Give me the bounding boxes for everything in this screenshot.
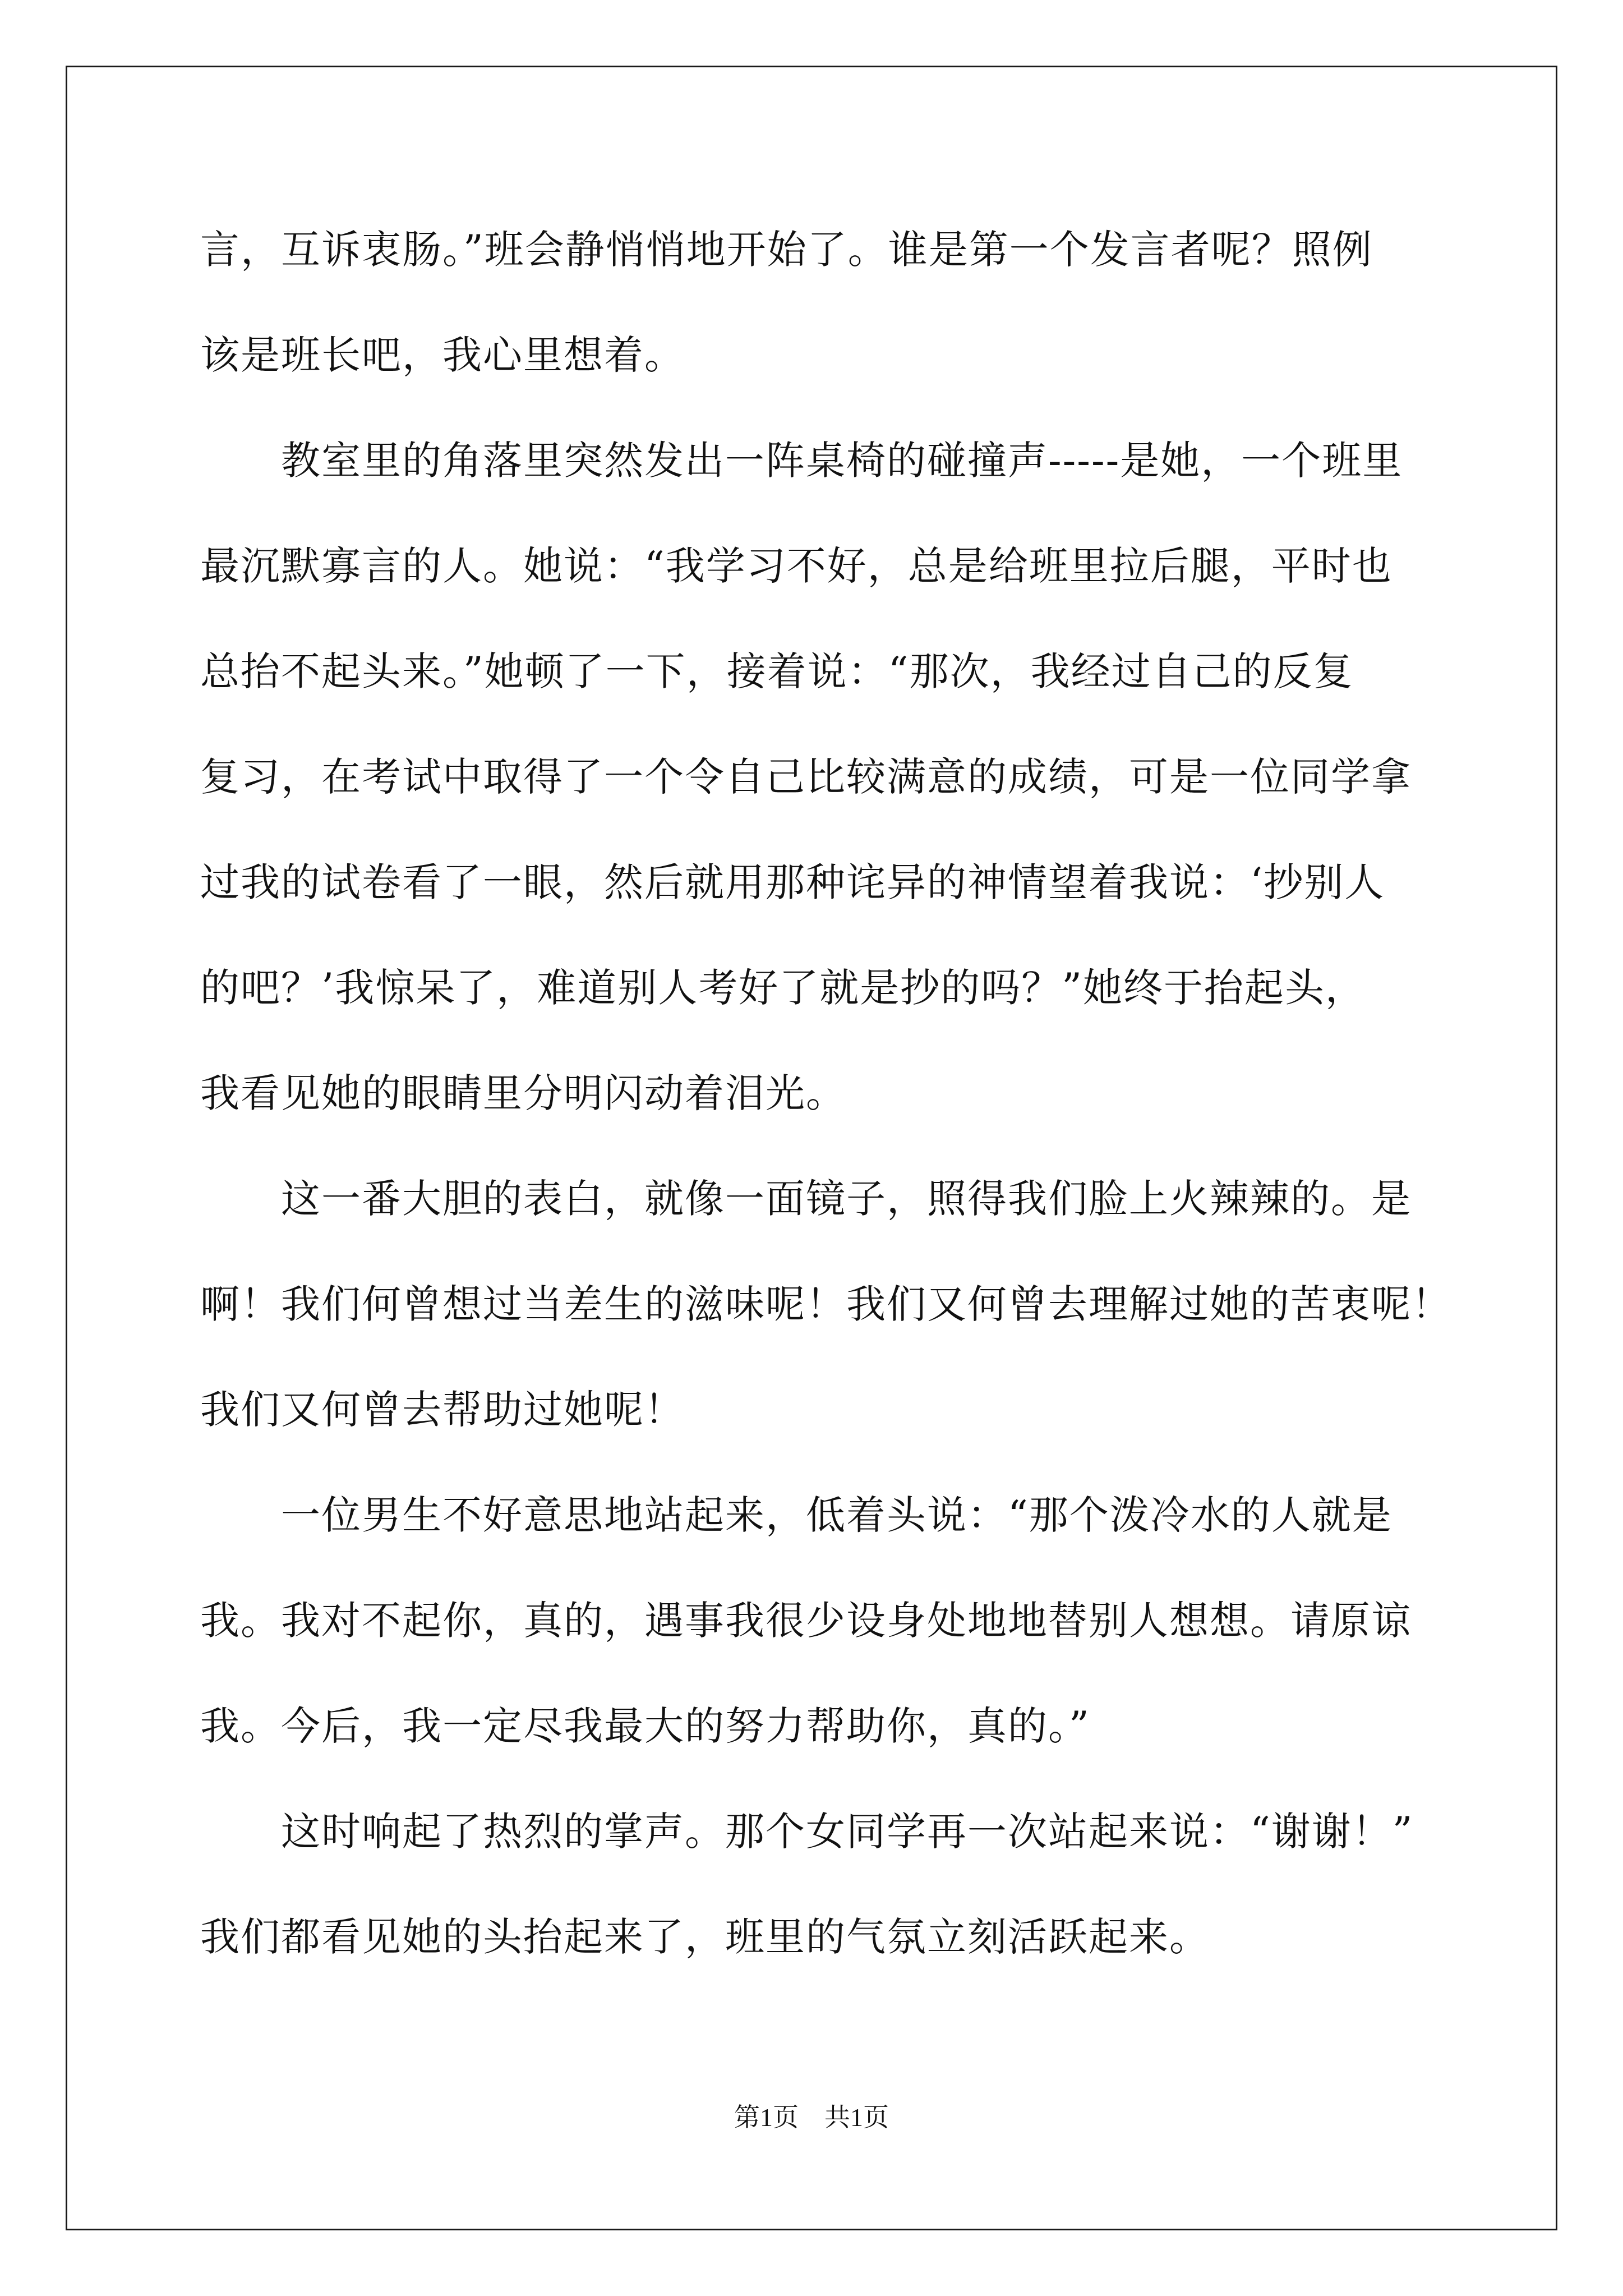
paragraph-line: 最沉默寡言的人。她说：“我学习不好，总是给班里拉后腿，平时也 bbox=[200, 543, 1393, 589]
paragraph-line: 我。我对不起你，真的，遇事我很少设身处地地替别人想想。请原谅 bbox=[200, 1598, 1412, 1644]
paragraph-line: 我们又何曾去帮助过她呢！ bbox=[200, 1387, 685, 1433]
paragraph-line: 复习，在考试中取得了一个令自己比较满意的成绩，可是一位同学拿 bbox=[200, 754, 1412, 800]
paragraph-line: 该是班长吧，我心里想着。 bbox=[200, 332, 685, 378]
page-footer: 第1页 共1页 bbox=[734, 2103, 889, 2132]
paragraph-line: 我。今后，我一定尽我最大的努力帮助你，真的。” bbox=[200, 1703, 1090, 1749]
paragraph-line: 总抬不起头来。”她顿了一下，接着说：“那次，我经过自己的反复 bbox=[200, 648, 1354, 694]
paragraph-line: 一位男生不好意思地站起来，低着头说：“那个泼冷水的人就是 bbox=[281, 1492, 1393, 1538]
paragraph-line: 过我的试卷看了一眼，然后就用那种诧异的神情望着我说：‘抄别人 bbox=[200, 859, 1385, 905]
paragraph-line: 言，互诉衷肠。”班会静悄悄地开始了。谁是第一个发言者呢？照例 bbox=[200, 227, 1373, 273]
paragraph-line: 这时响起了热烈的掌声。那个女同学再一次站起来说：“谢谢！” bbox=[281, 1809, 1414, 1855]
paragraph-line: 啊！我们何曾想过当差生的滋味呢！我们又何曾去理解过她的苦衷呢！ bbox=[200, 1281, 1452, 1327]
paragraph-line: 的吧？’我惊呆了，难道别人考好了就是抄的吗？”她终于抬起头， bbox=[200, 965, 1366, 1011]
paragraph-line: 教室里的角落里突然发出一阵桌椅的碰撞声-----是她，一个班里 bbox=[281, 438, 1403, 484]
paragraph-line: 这一番大胆的表白，就像一面镜子，照得我们脸上火辣辣的。是 bbox=[281, 1176, 1412, 1222]
paragraph-line: 我看见她的眼睛里分明闪动着泪光。 bbox=[200, 1070, 846, 1116]
paragraph-line: 我们都看见她的头抬起来了，班里的气氛立刻活跃起来。 bbox=[200, 1914, 1210, 1960]
